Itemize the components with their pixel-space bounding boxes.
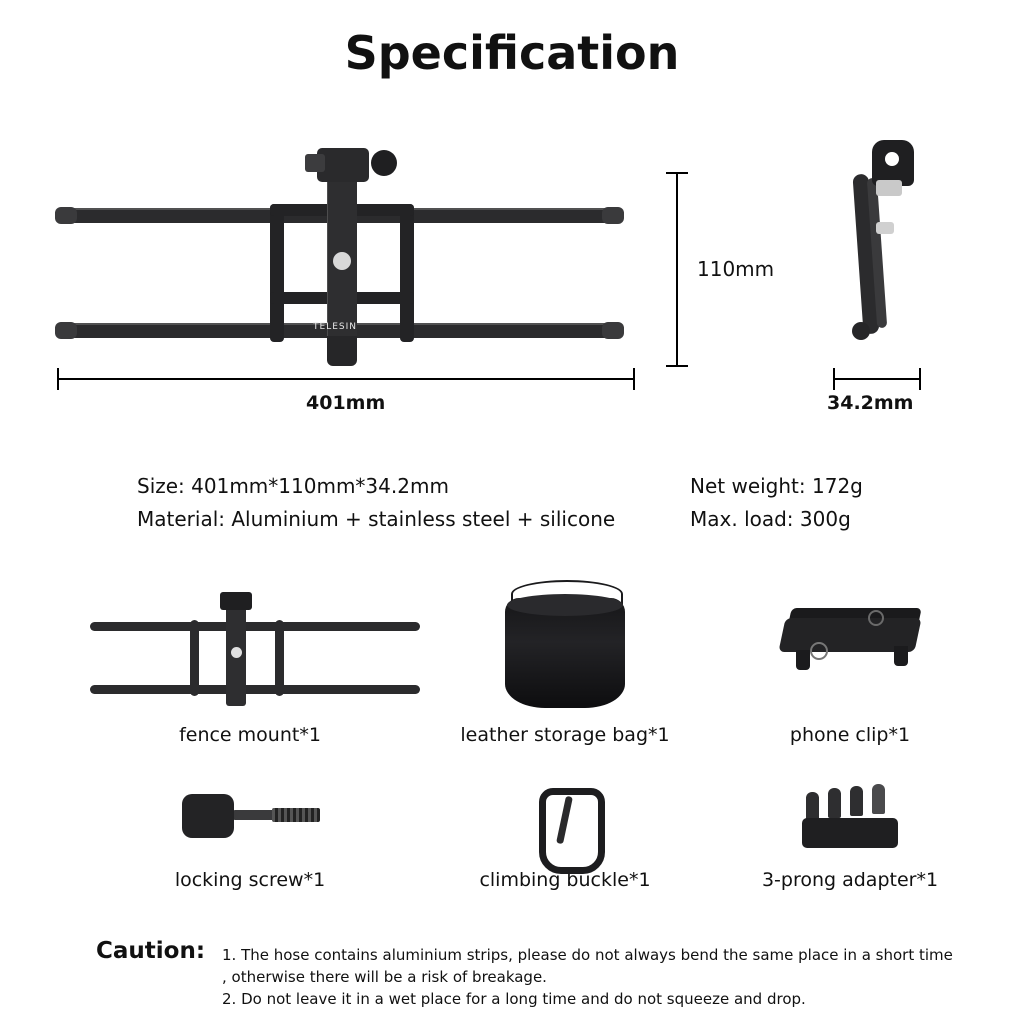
leather-storage-bag-illustration bbox=[400, 580, 730, 720]
locking-screw-illustration bbox=[70, 780, 430, 865]
width-dim-label: 401mm bbox=[306, 392, 386, 414]
mount-foot bbox=[327, 336, 357, 366]
fence-mount-caption: fence mount*1 bbox=[179, 724, 321, 746]
caution-line-1: 1. The hose contains aluminium strips, please do not always bend the same place in a short time , otherwise there will be a risk of breakage. bbox=[222, 946, 953, 986]
caution-line-2: 2. Do not leave it in a wet place for a long time and do not squeeze and drop. bbox=[222, 990, 806, 1008]
top-rail-cap-left bbox=[55, 207, 77, 224]
page-title: Specification bbox=[344, 26, 680, 80]
clip-leg-left bbox=[796, 650, 810, 670]
side-view-illustration bbox=[830, 136, 940, 366]
accessory-leather-storage-bag bbox=[400, 580, 730, 746]
top-rail-cap-right bbox=[602, 207, 624, 224]
depth-dim-label: 34.2mm bbox=[827, 392, 914, 414]
spec-net-weight: Net weight: 172g bbox=[690, 474, 863, 498]
phone-clip-caption: phone clip*1 bbox=[789, 724, 911, 746]
accessory-climbing-buckle bbox=[400, 780, 730, 891]
prong-fin-4 bbox=[872, 784, 885, 814]
fence-mount-illustration bbox=[70, 580, 430, 720]
right-bracket bbox=[400, 204, 414, 342]
caution-text bbox=[222, 944, 962, 1010]
depth-dim-tick-right bbox=[919, 368, 921, 390]
prong-fin-3 bbox=[850, 786, 863, 816]
climbing-buckle-caption: climbing buckle*1 bbox=[479, 869, 651, 891]
spec-right-block bbox=[690, 470, 863, 536]
bag-opening bbox=[507, 594, 623, 616]
clip-screw-hole bbox=[868, 610, 884, 626]
mini-mount-head bbox=[220, 592, 252, 610]
bottom-rail-cap-right bbox=[602, 322, 624, 339]
mount-thumbscrew bbox=[371, 150, 397, 176]
product-diagram bbox=[0, 120, 1024, 420]
left-bracket bbox=[270, 204, 284, 342]
phone-clip-illustration bbox=[700, 580, 1000, 720]
mini-right-bracket bbox=[275, 620, 284, 696]
depth-dim-tick-left bbox=[833, 368, 835, 390]
height-dim-tick-bottom bbox=[666, 365, 688, 367]
side-mount-hole bbox=[885, 152, 899, 166]
three-prong-adapter-illustration bbox=[700, 780, 1000, 865]
accessory-phone-clip bbox=[700, 580, 1000, 746]
width-dim-tick-right bbox=[633, 368, 635, 390]
side-knob bbox=[876, 222, 894, 234]
accessory-fence-mount bbox=[70, 580, 430, 746]
clip-leg-right bbox=[894, 646, 908, 666]
clip-mount-hole bbox=[810, 642, 828, 660]
mini-top-rail bbox=[90, 622, 420, 631]
center-adjust-knob bbox=[333, 252, 351, 270]
climbing-buckle-illustration bbox=[400, 780, 730, 865]
spec-left-block bbox=[137, 470, 615, 536]
height-dim-label: 110mm bbox=[697, 257, 775, 281]
front-view-illustration bbox=[55, 140, 640, 380]
accessory-three-prong-adapter bbox=[700, 780, 1000, 891]
three-prong-adapter-caption: 3-prong adapter*1 bbox=[761, 869, 939, 891]
mini-adjust-knob bbox=[231, 647, 242, 658]
prong-base bbox=[802, 818, 898, 848]
accessory-locking-screw bbox=[70, 780, 430, 891]
leather-storage-bag-caption: leather storage bag*1 bbox=[460, 724, 670, 746]
screw-head bbox=[182, 794, 234, 838]
width-dim-line bbox=[57, 378, 635, 380]
spec-size: Size: 401mm*110mm*34.2mm bbox=[137, 474, 449, 498]
width-dim-tick-left bbox=[57, 368, 59, 390]
side-foot bbox=[852, 322, 870, 340]
mini-left-bracket bbox=[190, 620, 199, 696]
locking-screw-caption: locking screw*1 bbox=[174, 869, 326, 891]
caution-label: Caution: bbox=[96, 938, 206, 964]
spec-material: Material: Aluminium + stainless steel + silicone bbox=[137, 507, 616, 531]
height-dim-line bbox=[676, 172, 678, 367]
side-plate bbox=[876, 180, 902, 196]
prong-fin-2 bbox=[828, 788, 841, 818]
spec-max-load: Max. load: 300g bbox=[690, 507, 851, 531]
bottom-rail-cap-left bbox=[55, 322, 77, 339]
depth-dim-line bbox=[833, 378, 921, 380]
brand-logo: TELESIN bbox=[313, 322, 357, 332]
mini-bottom-rail bbox=[90, 685, 420, 694]
screw-thread bbox=[272, 808, 320, 822]
height-dim-tick-top bbox=[666, 172, 688, 174]
mount-prong bbox=[305, 154, 325, 172]
